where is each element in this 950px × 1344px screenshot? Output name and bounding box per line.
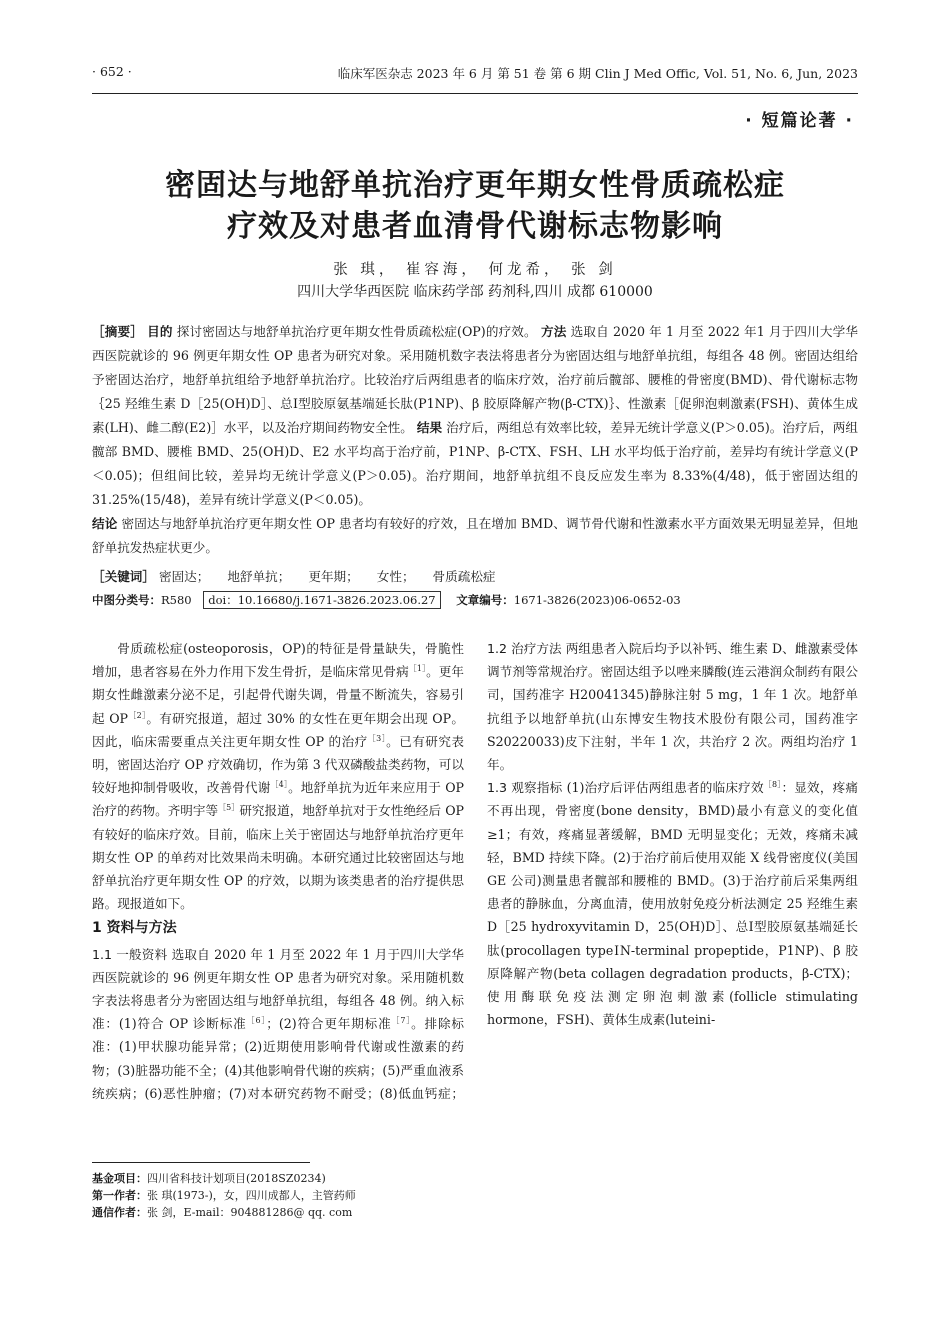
objective-text: 探讨密固达与地舒单抗治疗更年期女性骨质疏松症(OP)的疗效。 (176, 324, 537, 339)
classification-line (92, 592, 858, 608)
subsection-label: 1.3 观察指标 (487, 780, 563, 796)
citation[interactable]: ［3］ (367, 733, 387, 743)
fund-text: 四川省科技计划项目(2018SZ0234) (147, 1172, 326, 1185)
keywords (92, 566, 858, 585)
title-line-2: 疗效及对患者血清骨代谢标志物影响 (227, 209, 723, 244)
corresponding-text[interactable]: 张 剑，E-mail：904881286@ qq. com (147, 1206, 353, 1219)
fund-label: 基金项目： (92, 1172, 147, 1185)
page-number: · 652 · (92, 64, 132, 79)
doi[interactable]: doi：10.16680/j.1671-3826.2023.06.27 (203, 591, 440, 609)
results-label: 结果 (416, 420, 443, 435)
citation[interactable]: ［5］ (218, 803, 240, 813)
citation[interactable]: ［7］ (391, 1016, 412, 1026)
journal-citation: 临床军医杂志 2023 年 6 月 第 51 卷 第 6 期 Clin J Med Offic, Vol. 51, No. 6, Jun, 2023 (337, 66, 858, 81)
citation[interactable]: ［6］ (246, 1016, 267, 1026)
citation[interactable]: ［2］ (128, 710, 147, 720)
citation[interactable]: ［4］ (270, 780, 289, 790)
subsection-1-3: 1.3 观察指标 (1)治疗后评估两组患者的临床疗效$^{[8]}$：显效，疼痛不再出现，骨密度(bone density，BMD)最小有意义的变化值≥1；有效，疼痛显著缓解，BMD 无明显变化；无效，疼痛未减轻，BMD 持续下降。(2)于治疗前后使用双能 X 线骨密度仪(美国 GE 公司)测量患者髋部和腰椎的 BMD。(3)于治疗前后采集两组患者的静脉血，分离血清，使用放射免疫分析法测定 25 羟维生素 D［25 hydroxyvitamin D，25(OH)D］、总Ⅰ型胶原氨基端延长肽(procollagen typeⅠN-terminal propeptide，P1NP)、β 胶原降解产物(beta collagen degradation products，β-CTX)；使用酶联免疫法测定卵泡刺激素(follicle stimulating hormone，FSH)、黄体生成素(luteini- (487, 780, 858, 1028)
results-text: 治疗后，两组总有效率比较，差异无统计学意义(P＞0.05)。治疗后，两组髋部 BMD、腰椎 BMD、25(OH)D、E2 水平均高于治疗前，P1NP、β-CTX、FSH、LH 水平均低于治疗前，差异均有统计学意义(P＜0.05)；但组间比较，差异均无统计学意义(P＞0.05)。治疗期间，地舒单抗组不良反应发生率为 8.33%(4/48)，低于密固达组的 31.25%(15/48)，差异有统计学意义(P＜0.05)。 (92, 420, 858, 507)
affiliation: 四川大学华西医院 临床药学部 药剂科,四川 成都 610000 (297, 284, 653, 300)
running-header (92, 64, 858, 86)
subsection-1-1: 1.1 一般资料 选取自 2020 年 1 月至 2022 年 1 月于四川大学华西医院就诊的 96 例更年期女性 OP 患者为研究对象。采用随机数字表法将患者分为密固达组与地舒单抗组，每组各 48 例。纳入标准：(1)符合 OP 诊断标准$^{[6]}$；(2)符合更年期标准$^{[7]}$。排除标准：(1)甲状腺功能异常；(2)近期使用影响骨代谢或性激素的药物；(3)脏器功能不全；(4)其他影响骨代谢的疾病；(5)严重血液系统疾病；(6)恶性肿瘤；(7)对本研究药物不耐受；(8)低血钙症； (92, 946, 464, 1101)
citation[interactable]: ［8］ (763, 780, 782, 790)
footnote-rule (92, 1162, 310, 1163)
footnote (92, 1170, 464, 1221)
abstract (92, 320, 858, 560)
intro-paragraph: 骨质疏松症(osteoporosis，OP)的特征是骨量缺失，骨脆性增加，患者容易在外力作用下发生骨折，是临床常见骨病$^{[1]}$。更年期女性雌激素分泌不足，引起骨代谢失调，骨量不断流失，容易引起 $OP^{[2]}$。有研究报道，超过 30% 的女性在更年期会出现 OP。因此，临床需要重点关注更年期女性 OP 的治疗$^{[3]}$。已有研究表明，密固达治疗 OP 疗效确切，作为第 3 代双磷酸盐类药物，可以较好地抑制骨吸收，改善骨代谢$^{[4]}$。地舒单抗为近年来应用于 OP 治疗的药物。齐明宇等$^{[5]}$研究报道，地舒单抗对于女性绝经后 OP 有较好的临床疗效。目前，临床上关于密固达与地舒单抗治疗更年期女性 OP 的单药对比效果尚未明确。本研究通过比较密固达与地舒单抗治疗更年期女性 OP 的疗效，以期为该类患者的治疗提供思路。现报道如下。 (92, 641, 464, 912)
section-heading: 1 资料与方法 (92, 920, 177, 937)
conclusion-text: 密固达与地舒单抗治疗更年期女性 OP 患者均有较好的疗效，且在增加 BMD、调节骨代谢和性激素水平方面效果无明显差异，但地舒单抗发热症状更少。 (92, 516, 858, 555)
methods-text: 选取自 2020 年 1 月至 2022 年1 月于四川大学华西医院就诊的 96 例更年期女性 OP 患者为研究对象。采用随机数字表法将患者分为密固达组与地舒单抗组，每组各 48 例。密固达组给予密固达治疗，地舒单抗组给予地舒单抗治疗。比较治疗后两组患者的临床疗效，治疗前后髋部、腰椎的骨密度(BMD)、骨代谢标志物｛25 羟维生素 D［25(OH)D］、总Ⅰ型胶原氨基端延长肽(P1NP)、β 胶原降解产物(β-CTX)｝、性激素［促卵泡刺激素(FSH)、黄体生成素(LH)、雌二醇(E2)］水平，以及治疗期间药物安全性。 (92, 324, 858, 435)
subsection-label: 1.1 一般资料 (92, 946, 168, 962)
keyword-item: 密固达； (158, 569, 210, 584)
first-author-text: 张 琪(1973-)，女，四川成都人，主管药师 (147, 1189, 356, 1202)
body-left-column (92, 637, 464, 1107)
subsection-1-2: 1.2 治疗方法 两组患者入院后均予以补钙、维生素 D、雌激素受体调节剂等常规治疗。密固达组予以唑来膦酸(连云港润众制药有限公司，国药准字 H20041345)静脉注射 5 mg，1 年 1 次。地舒单抗组予以地舒单抗(山东博安生物技术股份有限公司，国药准字 S20220033)皮下注射，半年 1 次，共治疗 2 次。两组均治疗 1 年。 (487, 641, 858, 773)
corresponding-label: 通信作者： (92, 1206, 147, 1219)
keyword-item: 地舒单抗； (227, 569, 291, 584)
objective-label: 目的 (147, 324, 173, 339)
body-right-column (487, 637, 858, 1277)
abstract-label: ［摘要］ (92, 324, 143, 339)
keywords-label: ［关键词］ (92, 569, 155, 584)
column-tag: · 短篇论著 · (745, 111, 854, 131)
keyword-item: 女性； (376, 569, 415, 584)
clc-code: R580 (161, 593, 192, 607)
keyword-item: 骨质疏松症 (432, 569, 496, 584)
methods-label: 方法 (540, 324, 567, 339)
citation[interactable]: ［1］ (408, 664, 427, 674)
subsection-label: 1.2 治疗方法 (487, 641, 562, 656)
first-author-label: 第一作者： (92, 1189, 147, 1202)
title-line-1: 密固达与地舒单抗治疗更年期女性骨质疏松症 (165, 168, 785, 203)
article-no-label: 文章编号： (456, 593, 514, 607)
conclusion-label: 结论 (92, 516, 118, 531)
author-list: 张 琪， 崔容海， 何龙希， 张 剑 (333, 262, 617, 278)
article-no: 1671-3826(2023)06-0652-03 (513, 593, 681, 607)
keyword-item: 更年期； (308, 569, 359, 584)
clc-label: 中图分类号： (92, 593, 161, 607)
header-rule (92, 93, 858, 94)
